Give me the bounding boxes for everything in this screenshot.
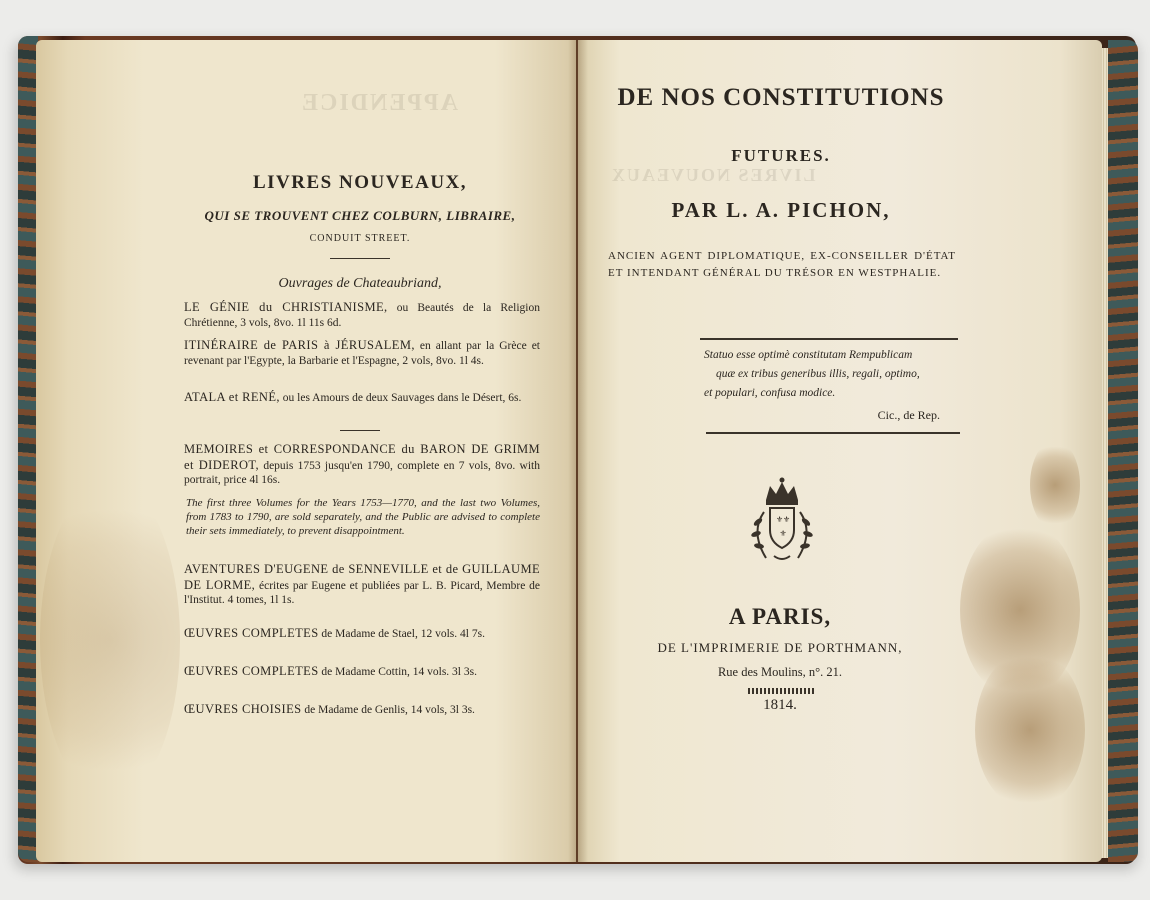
epigraph — [704, 346, 954, 403]
catalog-note: The first three Volumes for the Years 1753—1770, and the last two Volumes, from 1783 to 1790, are sold separately, and the Public are advised to complete their sets immediately, to prevent disappointment. — [186, 497, 540, 537]
entry-title: ŒUVRES COMPLETES — [184, 664, 319, 678]
catalog-title: LIVRES NOUVEAUX, — [252, 172, 468, 193]
book-title-continued: FUTURES. — [731, 146, 831, 165]
show-through-text: APPENDICE — [300, 90, 459, 116]
cover-marbled-left — [18, 36, 38, 862]
imprint-year: 1814. — [763, 697, 797, 713]
epigraph-line: et populari, confusa modice. — [704, 387, 836, 399]
divider — [700, 338, 958, 340]
entry-title: ŒUVRES COMPLETES — [184, 626, 319, 640]
cover-marbled-right — [1108, 40, 1138, 862]
catalog-address: CONDUIT STREET. — [309, 233, 411, 244]
epigraph-line: Statuo esse optimè constitutam Rempublicam — [704, 349, 913, 361]
foxing-stain — [1030, 440, 1080, 530]
catalog-entry — [184, 702, 540, 718]
catalog-section-heading: Ouvrages de Chateaubriand, — [278, 276, 442, 291]
royal-crest-icon — [736, 472, 828, 568]
entry-text: de Madame Cottin, 14 vols. 3l 3s. — [321, 666, 477, 678]
entry-title: AVENTURES D'EUGENE de SENNEVILLE et de GUILLAUME DE LORME, — [184, 562, 540, 592]
svg-text:⚜: ⚜ — [779, 529, 787, 538]
divider — [330, 258, 390, 259]
entry-text: de Madame de Stael, 12 vols. 4l 7s. — [321, 628, 485, 640]
svg-text:⚜: ⚜ — [783, 515, 791, 524]
entry-text: depuis 1753 jusqu'en 1790, complete en 7 vols, 8vo. with portrait, price 4l 16s. — [184, 459, 540, 486]
foxing-stain — [40, 480, 180, 800]
divider — [340, 430, 380, 431]
book-author: PAR L. A. PICHON, — [671, 198, 891, 222]
ornamental-rule — [748, 688, 816, 694]
catalog-entry — [184, 626, 540, 642]
author-description: ANCIEN AGENT DIPLOMATIQUE, EX-CONSEILLER D'ÉTAT ET INTENDANT GÉNÉRAL DU TRÉSOR EN WESTPHALIE. — [608, 250, 956, 279]
book-gutter — [568, 40, 588, 862]
imprint-city: A PARIS, — [728, 604, 832, 629]
divider — [706, 432, 960, 434]
catalog-entry — [184, 664, 540, 680]
imprint-address: Rue des Moulins, n°. 21. — [717, 665, 843, 679]
book-title: DE NOS CONSTITUTIONS — [617, 84, 945, 111]
catalog-entry — [184, 442, 540, 488]
catalog-entry — [184, 300, 540, 330]
catalog-entry — [184, 562, 540, 608]
catalog-entry — [184, 338, 540, 368]
entry-title: ATALA et RENÉ, — [184, 390, 280, 404]
show-through-text: LIVRES NOUVEAUX — [610, 165, 816, 185]
svg-text:⚜: ⚜ — [776, 515, 784, 524]
entry-title: LE GÉNIE du CHRISTIANISME, — [184, 300, 388, 314]
entry-text: ou Beautés de la Religion Chrétienne, 3 vols, 8vo. 1l 11s 6d. — [184, 302, 540, 329]
foxing-stain — [975, 650, 1085, 810]
entry-text: ou les Amours de deux Sauvages dans le Désert, 6s. — [282, 392, 522, 404]
entry-text: de Madame de Genlis, 14 vols, 3l 3s. — [304, 704, 475, 716]
entry-text: écrites par Eugene et publiées par L. B. Picard, Membre de l'Institut. 4 tomes, 1l 1s. — [184, 579, 541, 606]
epigraph-line: quæ ex tribus generibus illis, regali, optimo, — [716, 368, 920, 380]
entry-title: ŒUVRES CHOISIES — [184, 702, 302, 716]
catalog-entry — [184, 390, 540, 406]
imprint-printer: DE L'IMPRIMERIE DE PORTHMANN, — [657, 640, 903, 655]
epigraph-citation: Cic., de Rep. — [877, 408, 940, 422]
entry-title: ITINÉRAIRE de PARIS à JÉRUSALEM, — [184, 338, 415, 352]
entry-text: en allant par la Grèce et revenant par l'Egypte, la Barbarie et l'Espagne, 2 vols, 8vo. 1l 4s. — [184, 340, 540, 367]
entry-title: MEMOIRES et CORRESPONDANCE du BARON DE GRIMM et DIDEROT, — [184, 442, 540, 472]
catalog-subtitle: QUI SE TROUVENT CHEZ COLBURN, LIBRAIRE, — [204, 208, 516, 223]
